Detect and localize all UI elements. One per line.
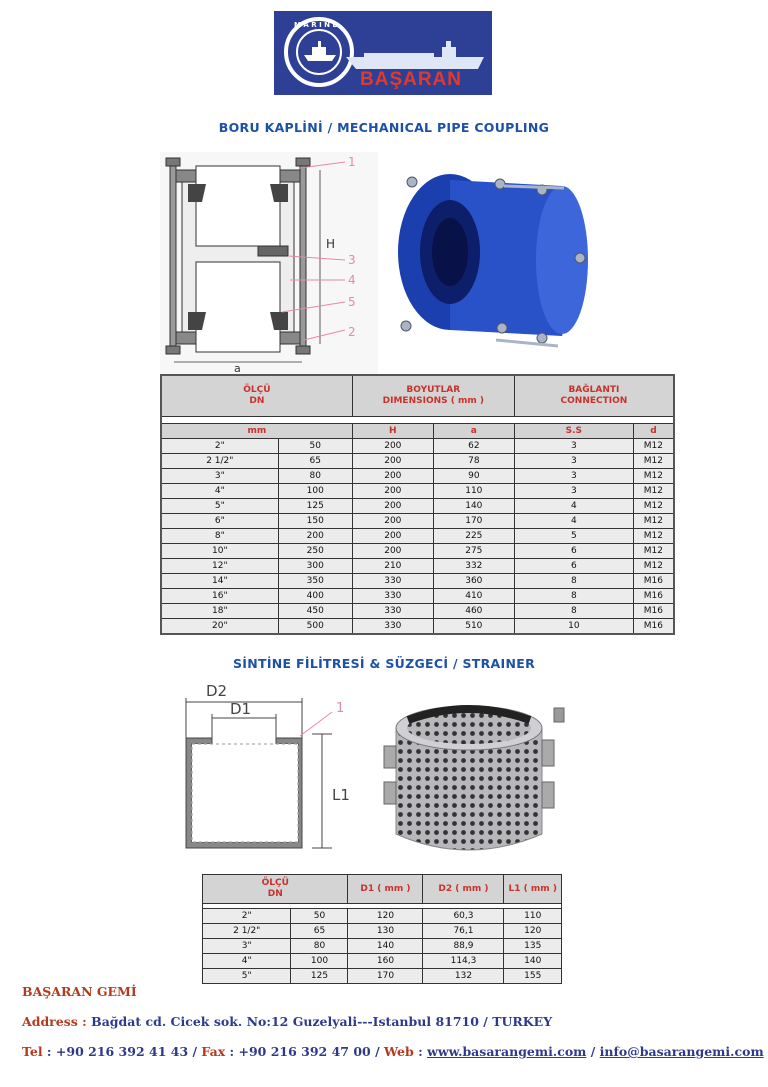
coupling-cell: 200 — [352, 454, 433, 469]
table-row — [161, 454, 674, 469]
section-title-coupling: BORU KAPLİNİ / MECHANICAL PIPE COUPLING — [218, 120, 550, 135]
strainer-cell: 155 — [504, 969, 562, 984]
table-row — [161, 469, 674, 484]
coupling-cell: M12 — [633, 559, 674, 574]
coupling-cell: 65 — [278, 454, 352, 469]
coupling-cell: 80 — [278, 469, 352, 484]
coupling-cell: M12 — [633, 544, 674, 559]
diagram-label-1: 1 — [348, 155, 356, 169]
coupling-cell: 3 — [514, 469, 633, 484]
coupling-cell: 210 — [352, 559, 433, 574]
diagram-label-D1: D1 — [230, 700, 252, 718]
coupling-cell: 275 — [433, 544, 514, 559]
coupling-cell: 8 — [514, 589, 633, 604]
coupling-cell: 510 — [433, 619, 514, 635]
coupling-cell: 20" — [161, 619, 278, 635]
coupling-cell: M16 — [633, 604, 674, 619]
diagram-label-L1: L1 — [332, 786, 350, 804]
coupling-cell: 140 — [433, 499, 514, 514]
svg-text:M A R I N E: M A R I N E — [294, 21, 338, 29]
coupling-cell: 12" — [161, 559, 278, 574]
strainer-cell: 2" — [203, 909, 291, 924]
t2-header-d2: D2 ( mm ) — [423, 875, 504, 904]
coupling-cell: 250 — [278, 544, 352, 559]
diagram-label-5: 5 — [348, 295, 356, 309]
table-row — [203, 954, 562, 969]
header-boyutlar: BOYUTLAR DIMENSIONS ( mm ) — [352, 375, 514, 417]
coupling-cell: 410 — [433, 589, 514, 604]
strainer-cell: 130 — [348, 924, 423, 939]
coupling-cell: 6" — [161, 514, 278, 529]
coupling-cell: 100 — [278, 484, 352, 499]
coupling-cell: 8" — [161, 529, 278, 544]
coupling-cell: M12 — [633, 499, 674, 514]
company-logo — [274, 11, 492, 95]
coupling-cell: 90 — [433, 469, 514, 484]
coupling-cell: 3 — [514, 439, 633, 454]
footer-company-name: BAŞARAN GEMİ — [22, 984, 137, 999]
coupling-technical-drawing — [160, 152, 378, 374]
coupling-cell: M12 — [633, 454, 674, 469]
table-row — [161, 514, 674, 529]
website-link[interactable]: www.basarangemi.com — [427, 1044, 587, 1059]
t2-header-olcu-dn: ÖLÇÜ DN — [203, 875, 348, 904]
coupling-cell: 50 — [278, 439, 352, 454]
coupling-cell: 125 — [278, 499, 352, 514]
coupling-cell: 62 — [433, 439, 514, 454]
strainer-cell: 2 1/2" — [203, 924, 291, 939]
coupling-cell: 170 — [433, 514, 514, 529]
diagram-label-a: a — [234, 362, 241, 374]
coupling-cell: M12 — [633, 529, 674, 544]
diagram-label-3: 3 — [348, 253, 356, 267]
coupling-cell: M12 — [633, 514, 674, 529]
t2-header-l1: L1 ( mm ) — [504, 875, 562, 904]
coupling-cell: 5" — [161, 499, 278, 514]
coupling-cell: 330 — [352, 574, 433, 589]
strainer-cell: 110 — [504, 909, 562, 924]
table-row — [161, 544, 674, 559]
coupling-cell: 460 — [433, 604, 514, 619]
strainer-cell: 120 — [504, 924, 562, 939]
coupling-cell: M16 — [633, 574, 674, 589]
table-row — [161, 439, 674, 454]
strainer-cell: 170 — [348, 969, 423, 984]
coupling-cell: 3" — [161, 469, 278, 484]
coupling-cell: 18" — [161, 604, 278, 619]
subheader-a: a — [433, 424, 514, 439]
coupling-cell: 6 — [514, 544, 633, 559]
logo-brand-text: BAŞARAN — [360, 69, 462, 90]
strainer-cell: 88,9 — [423, 939, 504, 954]
coupling-cell: 225 — [433, 529, 514, 544]
strainer-cell: 114,3 — [423, 954, 504, 969]
coupling-cell: 5 — [514, 529, 633, 544]
coupling-cell: M12 — [633, 439, 674, 454]
coupling-cell: M12 — [633, 469, 674, 484]
coupling-cell: 500 — [278, 619, 352, 635]
coupling-cell: 200 — [278, 529, 352, 544]
table-row — [161, 484, 674, 499]
coupling-cell: 332 — [433, 559, 514, 574]
table-row — [203, 969, 562, 984]
coupling-cell: 3 — [514, 484, 633, 499]
header-baglanti: BAĞLANTI CONNECTION — [514, 375, 674, 417]
coupling-cell: 360 — [433, 574, 514, 589]
table-row — [161, 559, 674, 574]
diagram-label-D2: D2 — [206, 682, 228, 700]
coupling-cell: M12 — [633, 484, 674, 499]
strainer-spec-table — [202, 874, 562, 984]
section-title-strainer: SİNTİNE FİLİTRESİ & SÜZGECİ / STRAINER — [232, 656, 535, 671]
coupling-cell: 6 — [514, 559, 633, 574]
email-link[interactable]: info@basarangemi.com — [599, 1044, 764, 1059]
coupling-cell: 200 — [352, 469, 433, 484]
strainer-cell: 65 — [291, 924, 348, 939]
coupling-cell: 10" — [161, 544, 278, 559]
table-row — [161, 589, 674, 604]
subheader-d: d — [633, 424, 674, 439]
table-row — [161, 604, 674, 619]
table2-header-row — [203, 875, 562, 904]
table-row — [203, 909, 562, 924]
coupling-product-photo — [392, 160, 606, 360]
coupling-cell: 8 — [514, 574, 633, 589]
coupling-cell: 8 — [514, 604, 633, 619]
coupling-cell: M16 — [633, 589, 674, 604]
coupling-cell: 4 — [514, 514, 633, 529]
subheader-ss: S.S — [514, 424, 633, 439]
coupling-cell: 200 — [352, 529, 433, 544]
table-subheader-row — [161, 424, 674, 439]
table-row — [203, 924, 562, 939]
coupling-cell: 300 — [278, 559, 352, 574]
diagram-label-4: 4 — [348, 273, 356, 287]
coupling-cell: 200 — [352, 499, 433, 514]
strainer-cell: 4" — [203, 954, 291, 969]
coupling-cell: 3 — [514, 454, 633, 469]
coupling-cell: 150 — [278, 514, 352, 529]
coupling-cell: 10 — [514, 619, 633, 635]
coupling-cell: 200 — [352, 514, 433, 529]
footer-address: Address : Bağdat cd. Cicek sok. No:12 Guzelyali---Istanbul 81710 / TURKEY — [22, 1014, 553, 1029]
strainer-cell: 3" — [203, 939, 291, 954]
header-olcu-dn: ÖLÇÜ DN — [161, 375, 352, 417]
table-row — [203, 939, 562, 954]
coupling-spec-table — [160, 374, 675, 635]
strainer-cell: 135 — [504, 939, 562, 954]
diagram-label-H: H — [326, 237, 336, 251]
table-row — [161, 574, 674, 589]
t2-header-d1: D1 ( mm ) — [348, 875, 423, 904]
strainer-cell: 50 — [291, 909, 348, 924]
coupling-cell: 400 — [278, 589, 352, 604]
strainer-cell: 100 — [291, 954, 348, 969]
table-row — [161, 529, 674, 544]
coupling-cell: 450 — [278, 604, 352, 619]
coupling-cell: 4 — [514, 499, 633, 514]
subheader-mm: mm — [161, 424, 352, 439]
strainer-cell: 125 — [291, 969, 348, 984]
strainer-cell: 132 — [423, 969, 504, 984]
coupling-cell: 14" — [161, 574, 278, 589]
footer-contact: Tel : +90 216 392 41 43 / Fax : +90 216 392 47 00 / Web : www.basarangemi.com / info@basarangemi.com — [22, 1044, 764, 1059]
coupling-cell: 350 — [278, 574, 352, 589]
table-row — [161, 619, 674, 635]
strainer-cell: 140 — [348, 939, 423, 954]
strainer-technical-drawing — [172, 682, 370, 860]
strainer-product-photo — [378, 684, 578, 864]
strainer-cell: 160 — [348, 954, 423, 969]
coupling-cell: 330 — [352, 604, 433, 619]
strainer-cell: 60,3 — [423, 909, 504, 924]
coupling-cell: 200 — [352, 484, 433, 499]
coupling-cell: 330 — [352, 589, 433, 604]
strainer-cell: 120 — [348, 909, 423, 924]
strainer-cell: 76,1 — [423, 924, 504, 939]
diagram-label-2: 2 — [348, 325, 356, 339]
coupling-cell: 78 — [433, 454, 514, 469]
coupling-cell: M16 — [633, 619, 674, 635]
strainer-cell: 5" — [203, 969, 291, 984]
table-row — [161, 499, 674, 514]
coupling-cell: 200 — [352, 544, 433, 559]
strainer-cell: 80 — [291, 939, 348, 954]
coupling-cell: 330 — [352, 619, 433, 635]
coupling-cell: 2" — [161, 439, 278, 454]
coupling-cell: 200 — [352, 439, 433, 454]
coupling-cell: 16" — [161, 589, 278, 604]
strainer-cell: 140 — [504, 954, 562, 969]
subheader-H: H — [352, 424, 433, 439]
coupling-cell: 110 — [433, 484, 514, 499]
table-header-row — [161, 375, 674, 417]
coupling-cell: 4" — [161, 484, 278, 499]
diagram-label-strainer-1: 1 — [336, 701, 345, 716]
coupling-cell: 2 1/2" — [161, 454, 278, 469]
